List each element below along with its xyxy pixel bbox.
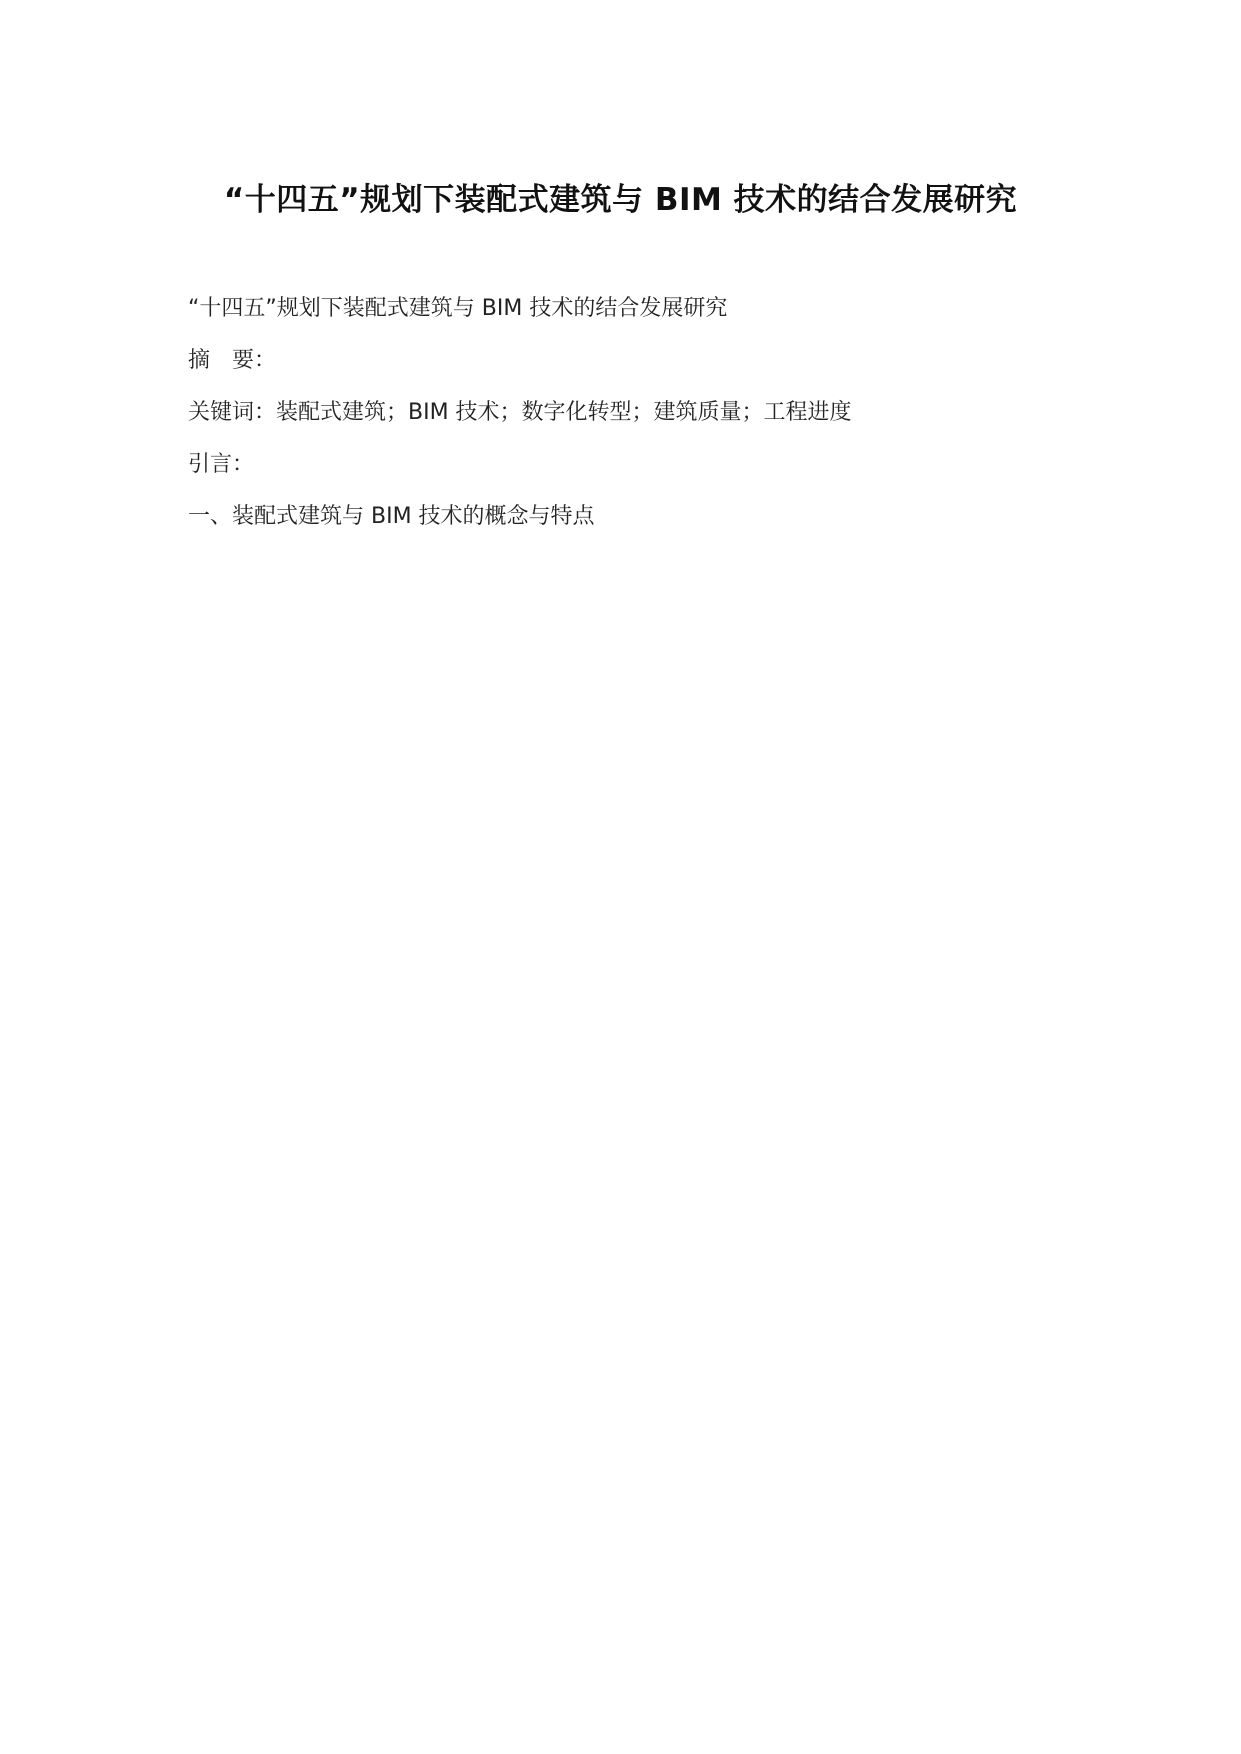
- section-1-heading: 一、装配式建筑与 BIM 技术的概念与特点: [188, 504, 595, 529]
- intro-label: 引言：: [188, 452, 255, 477]
- document-body: [188, 290, 1053, 536]
- document-title: “十四五”规划下装配式建筑与 BIM 技术的结合发展研究: [223, 182, 1018, 218]
- abstract-label: 摘 要：: [188, 348, 277, 373]
- document-subtitle: “十四五”规划下装配式建筑与 BIM 技术的结合发展研究: [188, 296, 728, 321]
- keywords-line: 关键词：装配式建筑；BIM 技术；数字化转型；建筑质量；工程进度: [188, 400, 852, 425]
